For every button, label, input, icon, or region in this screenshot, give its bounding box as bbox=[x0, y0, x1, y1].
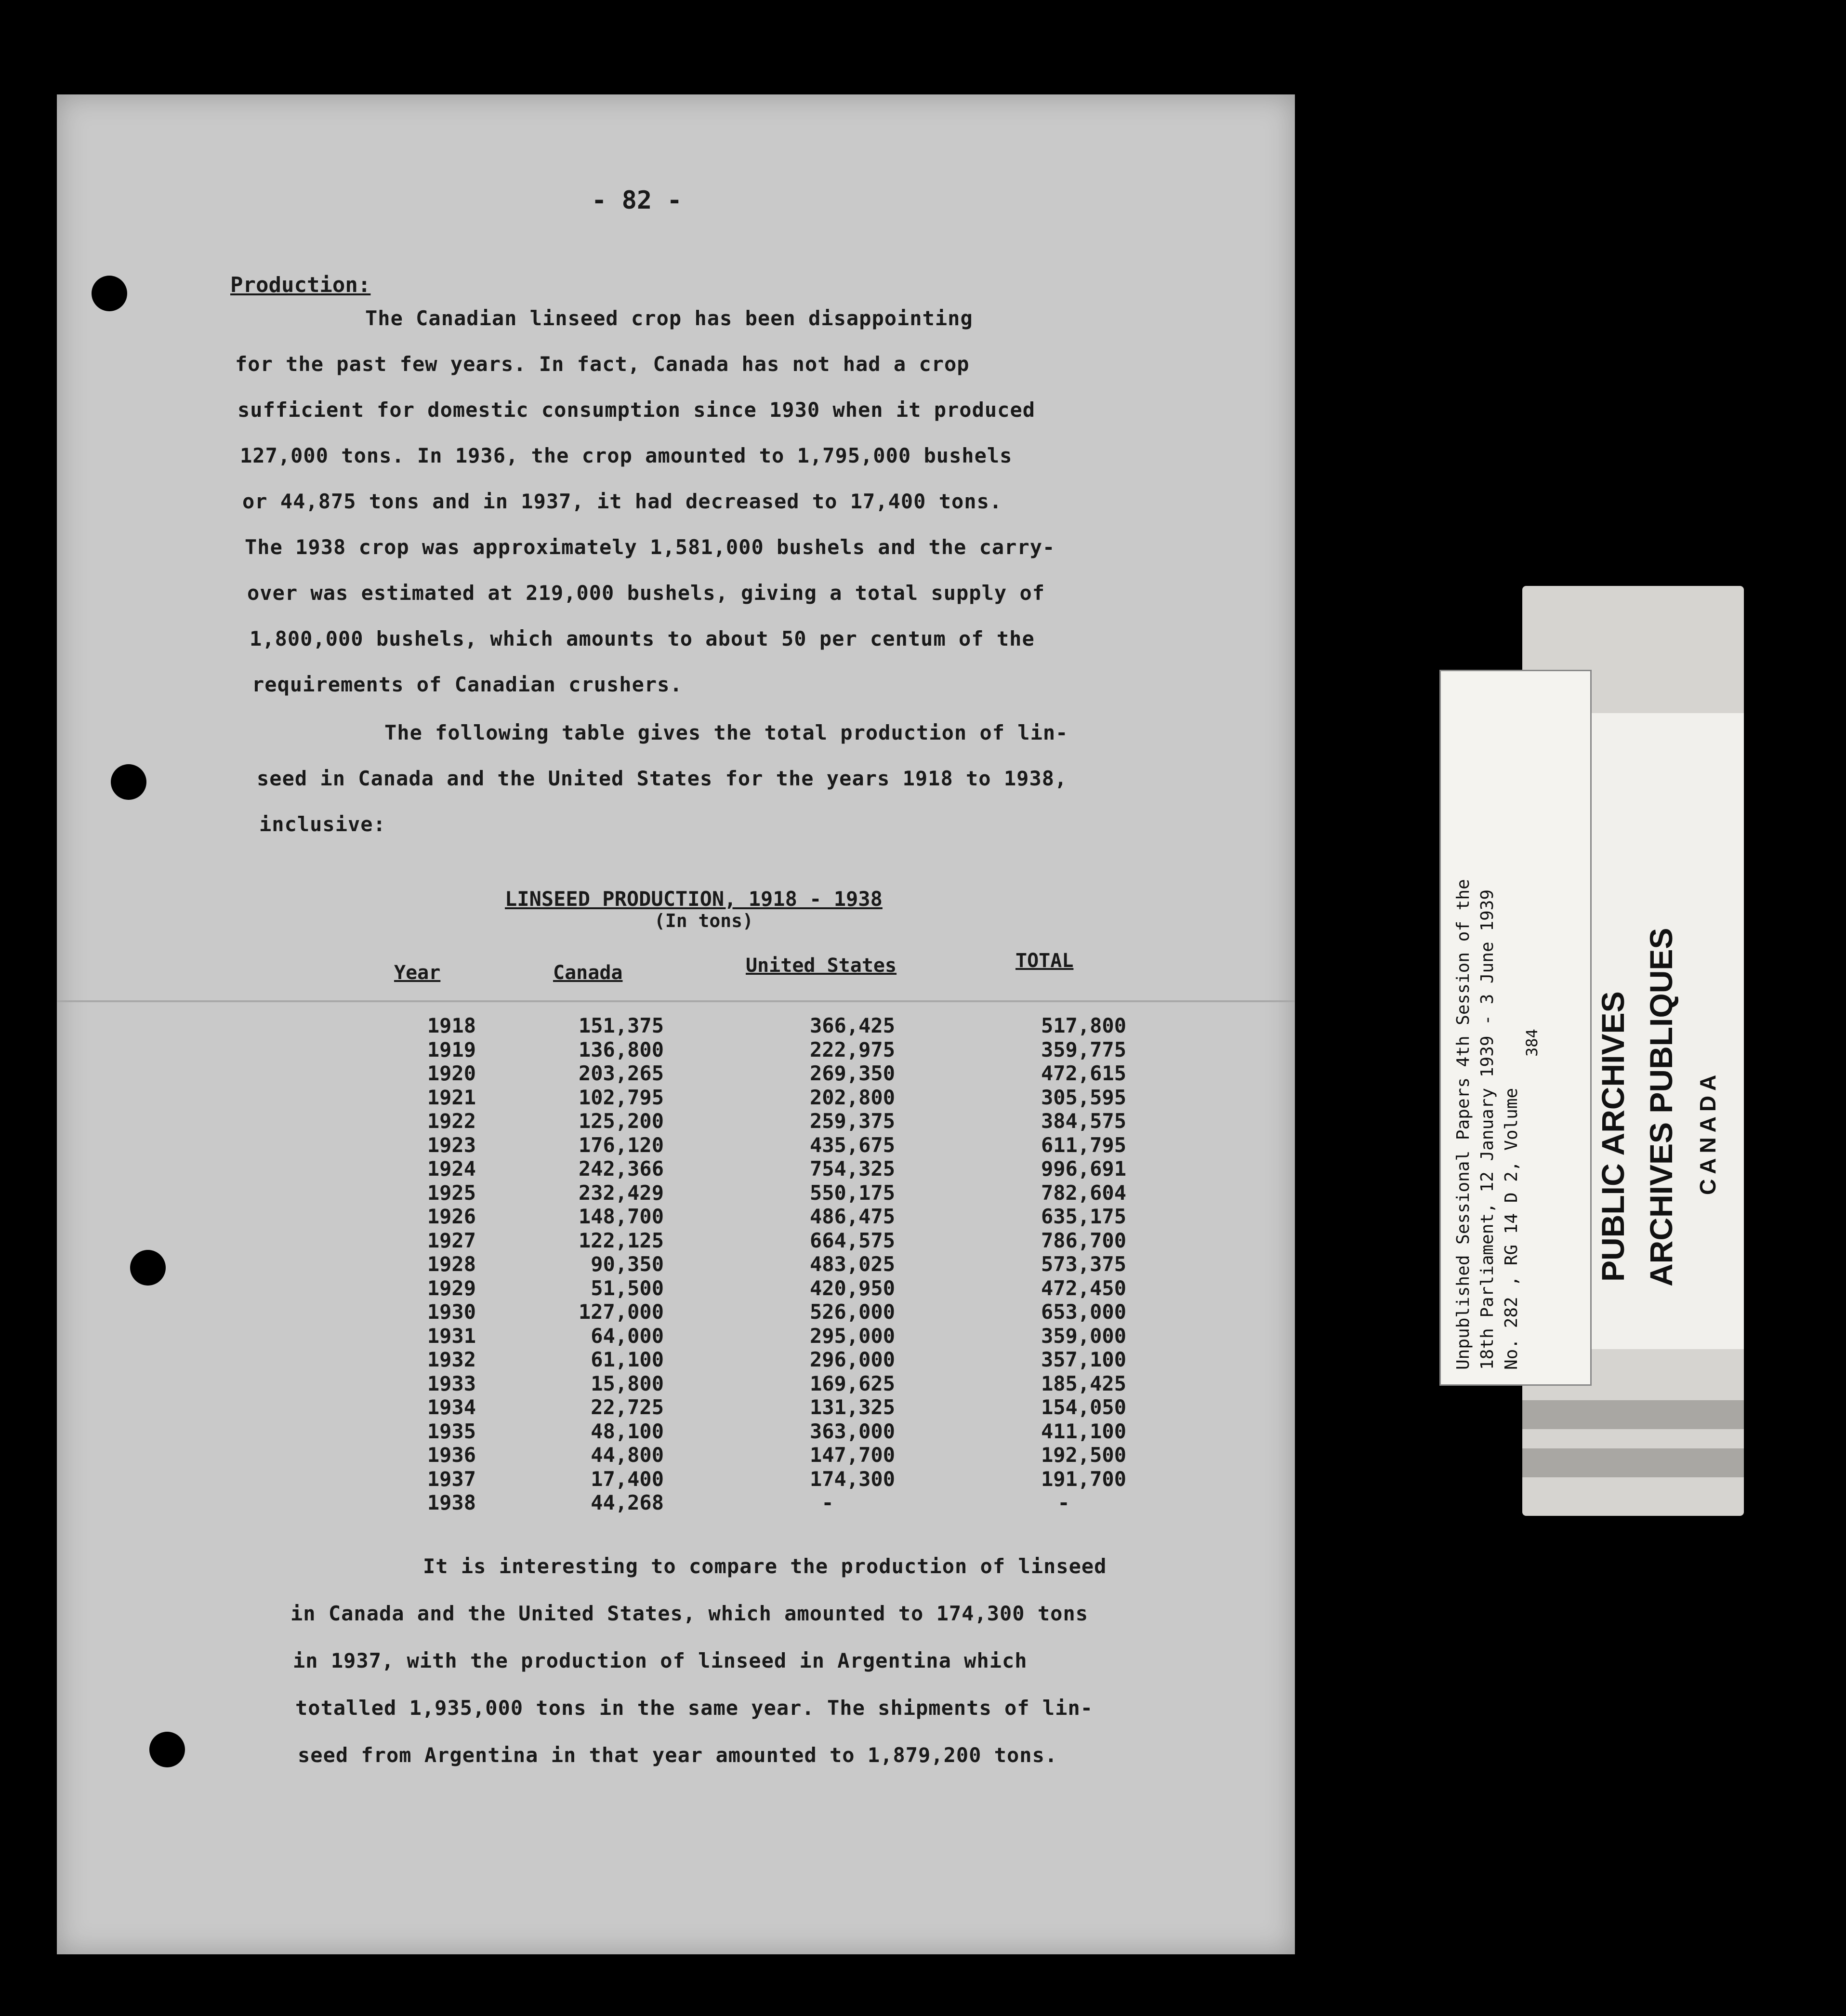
table-cell: 782,604 bbox=[1041, 1180, 1126, 1205]
table-cell: 635,175 bbox=[1041, 1205, 1126, 1228]
table-cell: 151,375 bbox=[578, 1014, 664, 1037]
table-cell: 1920 bbox=[427, 1061, 476, 1085]
table-cell: 754,325 bbox=[809, 1157, 895, 1180]
table-cell: 363,000 bbox=[809, 1419, 895, 1443]
fold-line bbox=[57, 1000, 1295, 1002]
table-title: LINSEED PRODUCTION, 1918 - 1938 bbox=[505, 887, 883, 911]
table-cell: 102,795 bbox=[578, 1085, 664, 1109]
label-band bbox=[1522, 1448, 1744, 1477]
table-cell: 359,775 bbox=[1041, 1037, 1126, 1061]
table-cell: - bbox=[821, 1491, 834, 1514]
table-cell: 1936 bbox=[427, 1443, 476, 1467]
document-page bbox=[57, 94, 1295, 1954]
stamp-line-public-archives: PUBLIC ARCHIVES bbox=[1595, 991, 1631, 1282]
paragraph-line: in 1937, with the production of linseed in Argentina which bbox=[293, 1649, 1028, 1672]
table-cell: 136,800 bbox=[578, 1037, 664, 1061]
table-cell: 269,350 bbox=[809, 1061, 895, 1085]
table-cell: 472,450 bbox=[1041, 1276, 1126, 1300]
year-column bbox=[394, 1014, 476, 1515]
table-cell: 192,500 bbox=[1041, 1443, 1126, 1467]
paragraph-line: or 44,875 tons and in 1937, it had decreased to 17,400 tons. bbox=[242, 490, 1002, 513]
table-cell: 296,000 bbox=[809, 1348, 895, 1371]
paragraph-line: 1,800,000 bushels, which amounts to about 50 per centum of the bbox=[250, 627, 1035, 650]
table-cell: 44,268 bbox=[591, 1491, 664, 1514]
canada-column bbox=[548, 1014, 664, 1515]
table-cell: 1923 bbox=[427, 1133, 476, 1157]
table-cell: - bbox=[1057, 1491, 1070, 1514]
paragraph-line: inclusive: bbox=[259, 812, 386, 836]
table-cell: 185,425 bbox=[1041, 1371, 1126, 1395]
table-cell: 222,975 bbox=[809, 1037, 895, 1061]
table-cell: 232,429 bbox=[578, 1180, 664, 1205]
united-states-column bbox=[760, 1014, 895, 1515]
table-cell: 259,375 bbox=[809, 1109, 895, 1133]
table-cell: 1929 bbox=[427, 1276, 476, 1300]
table-cell: 1922 bbox=[427, 1109, 476, 1133]
section-heading: Production: bbox=[230, 273, 371, 297]
paragraph-line: requirements of Canadian crushers. bbox=[252, 673, 683, 696]
table-cell: 90,350 bbox=[591, 1252, 664, 1276]
table-cell: 550,175 bbox=[809, 1180, 895, 1205]
table-cell: 786,700 bbox=[1041, 1228, 1126, 1252]
table-cell: 1938 bbox=[427, 1491, 476, 1514]
reference-volume: 384 bbox=[1523, 1029, 1541, 1057]
stamp-line-canada: CANADA bbox=[1695, 1070, 1720, 1195]
table-cell: 15,800 bbox=[591, 1371, 664, 1395]
table-cell: 359,000 bbox=[1041, 1324, 1126, 1348]
table-cell: 48,100 bbox=[591, 1419, 664, 1443]
table-subtitle: (In tons) bbox=[654, 910, 753, 931]
table-cell: 411,100 bbox=[1041, 1419, 1126, 1443]
column-header-canada: Canada bbox=[553, 962, 623, 984]
table-cell: 1933 bbox=[427, 1371, 476, 1395]
table-cell: 366,425 bbox=[809, 1014, 895, 1037]
table-cell: 122,125 bbox=[578, 1228, 664, 1252]
table-cell: 420,950 bbox=[809, 1276, 895, 1300]
table-cell: 384,575 bbox=[1041, 1109, 1126, 1133]
column-header-year: Year bbox=[394, 962, 441, 984]
table-cell: 242,366 bbox=[578, 1157, 664, 1180]
table-cell: 148,700 bbox=[578, 1205, 664, 1228]
stamp-line-archives-publiques: ARCHIVES PUBLIQUES bbox=[1643, 928, 1679, 1287]
paragraph-line: seed in Canada and the United States for the years 1918 to 1938, bbox=[257, 767, 1068, 790]
table-cell: 1918 bbox=[427, 1014, 476, 1037]
table-cell: 61,100 bbox=[591, 1348, 664, 1371]
table-cell: 611,795 bbox=[1041, 1133, 1126, 1157]
page-number: - 82 - bbox=[592, 186, 682, 215]
table-cell: 17,400 bbox=[591, 1467, 664, 1491]
table-cell: 203,265 bbox=[578, 1061, 664, 1085]
table-cell: 526,000 bbox=[809, 1300, 895, 1324]
paragraph-line: The Canadian linseed crop has been disappointing bbox=[365, 306, 973, 330]
punch-hole bbox=[92, 276, 127, 311]
table-cell: 64,000 bbox=[591, 1324, 664, 1348]
table-cell: 22,725 bbox=[591, 1395, 664, 1419]
table-cell: 1921 bbox=[427, 1085, 476, 1109]
table-cell: 664,575 bbox=[809, 1228, 895, 1252]
table-cell: 483,025 bbox=[809, 1252, 895, 1276]
reference-line: No. 282 , RG 14 D 2, Volume bbox=[1502, 1088, 1521, 1370]
column-header-united-states: United States bbox=[746, 955, 897, 977]
paragraph-line: The following table gives the total production of lin- bbox=[384, 721, 1068, 744]
table-cell: 486,475 bbox=[809, 1205, 895, 1228]
table-cell: 1928 bbox=[427, 1252, 476, 1276]
table-cell: 1932 bbox=[427, 1348, 476, 1371]
table-cell: 1919 bbox=[427, 1037, 476, 1061]
table-cell: 1937 bbox=[427, 1467, 476, 1491]
table-cell: 1926 bbox=[427, 1205, 476, 1228]
table-cell: 1924 bbox=[427, 1157, 476, 1180]
table-cell: 305,595 bbox=[1041, 1085, 1126, 1109]
table-cell: 51,500 bbox=[591, 1276, 664, 1300]
paragraph-line: in Canada and the United States, which amounted to 174,300 tons bbox=[290, 1602, 1089, 1625]
table-cell: 517,800 bbox=[1041, 1014, 1126, 1037]
table-cell: 1935 bbox=[427, 1419, 476, 1443]
table-cell: 147,700 bbox=[809, 1443, 895, 1467]
paragraph-line: over was estimated at 219,000 bushels, giving a total supply of bbox=[247, 581, 1045, 605]
table-cell: 174,300 bbox=[809, 1467, 895, 1491]
table-cell: 295,000 bbox=[809, 1324, 895, 1348]
table-cell: 653,000 bbox=[1041, 1300, 1126, 1324]
table-cell: 1930 bbox=[427, 1300, 476, 1324]
archive-reference-card bbox=[1439, 670, 1592, 1386]
total-column bbox=[1001, 1014, 1126, 1515]
paragraph-line: 127,000 tons. In 1936, the crop amounted to 1,795,000 bushels bbox=[240, 444, 1013, 467]
reference-line: 18th Parliament, 12 January 1939 - 3 June 1939 bbox=[1477, 889, 1497, 1370]
table-cell: 44,800 bbox=[591, 1443, 664, 1467]
table-cell: 1925 bbox=[427, 1180, 476, 1205]
table-cell: 573,375 bbox=[1041, 1252, 1126, 1276]
column-header-total: TOTAL bbox=[1015, 950, 1074, 972]
table-cell: 176,120 bbox=[578, 1133, 664, 1157]
table-cell: 1927 bbox=[427, 1228, 476, 1252]
punch-hole bbox=[130, 1250, 166, 1286]
reference-line: Unpublished Sessional Papers 4th Session of the bbox=[1453, 879, 1473, 1370]
table-cell: 131,325 bbox=[809, 1395, 895, 1419]
archive-stamp bbox=[1575, 713, 1744, 1349]
paragraph-line: seed from Argentina in that year amounted to 1,879,200 tons. bbox=[298, 1743, 1058, 1767]
punch-hole bbox=[149, 1732, 185, 1767]
table-cell: 154,050 bbox=[1041, 1395, 1126, 1419]
label-band bbox=[1522, 1400, 1744, 1429]
table-cell: 472,615 bbox=[1041, 1061, 1126, 1085]
table-cell: 191,700 bbox=[1041, 1467, 1126, 1491]
table-cell: 1934 bbox=[427, 1395, 476, 1419]
paragraph-line: The 1938 crop was approximately 1,581,000 bushels and the carry- bbox=[245, 535, 1055, 559]
paragraph-line: for the past few years. In fact, Canada has not had a crop bbox=[235, 352, 970, 376]
table-cell: 125,200 bbox=[578, 1109, 664, 1133]
table-cell: 996,691 bbox=[1041, 1157, 1126, 1180]
table-cell: 127,000 bbox=[578, 1300, 664, 1324]
table-cell: 435,675 bbox=[809, 1133, 895, 1157]
table-cell: 357,100 bbox=[1041, 1348, 1126, 1371]
punch-hole bbox=[111, 764, 146, 800]
paragraph-line: It is interesting to compare the production of linseed bbox=[423, 1554, 1107, 1578]
paragraph-line: sufficient for domestic consumption since 1930 when it produced bbox=[237, 398, 1036, 422]
table-cell: 169,625 bbox=[809, 1371, 895, 1395]
table-cell: 1931 bbox=[427, 1324, 476, 1348]
table-cell: 202,800 bbox=[809, 1085, 895, 1109]
paragraph-line: totalled 1,935,000 tons in the same year. The shipments of lin- bbox=[295, 1696, 1094, 1720]
